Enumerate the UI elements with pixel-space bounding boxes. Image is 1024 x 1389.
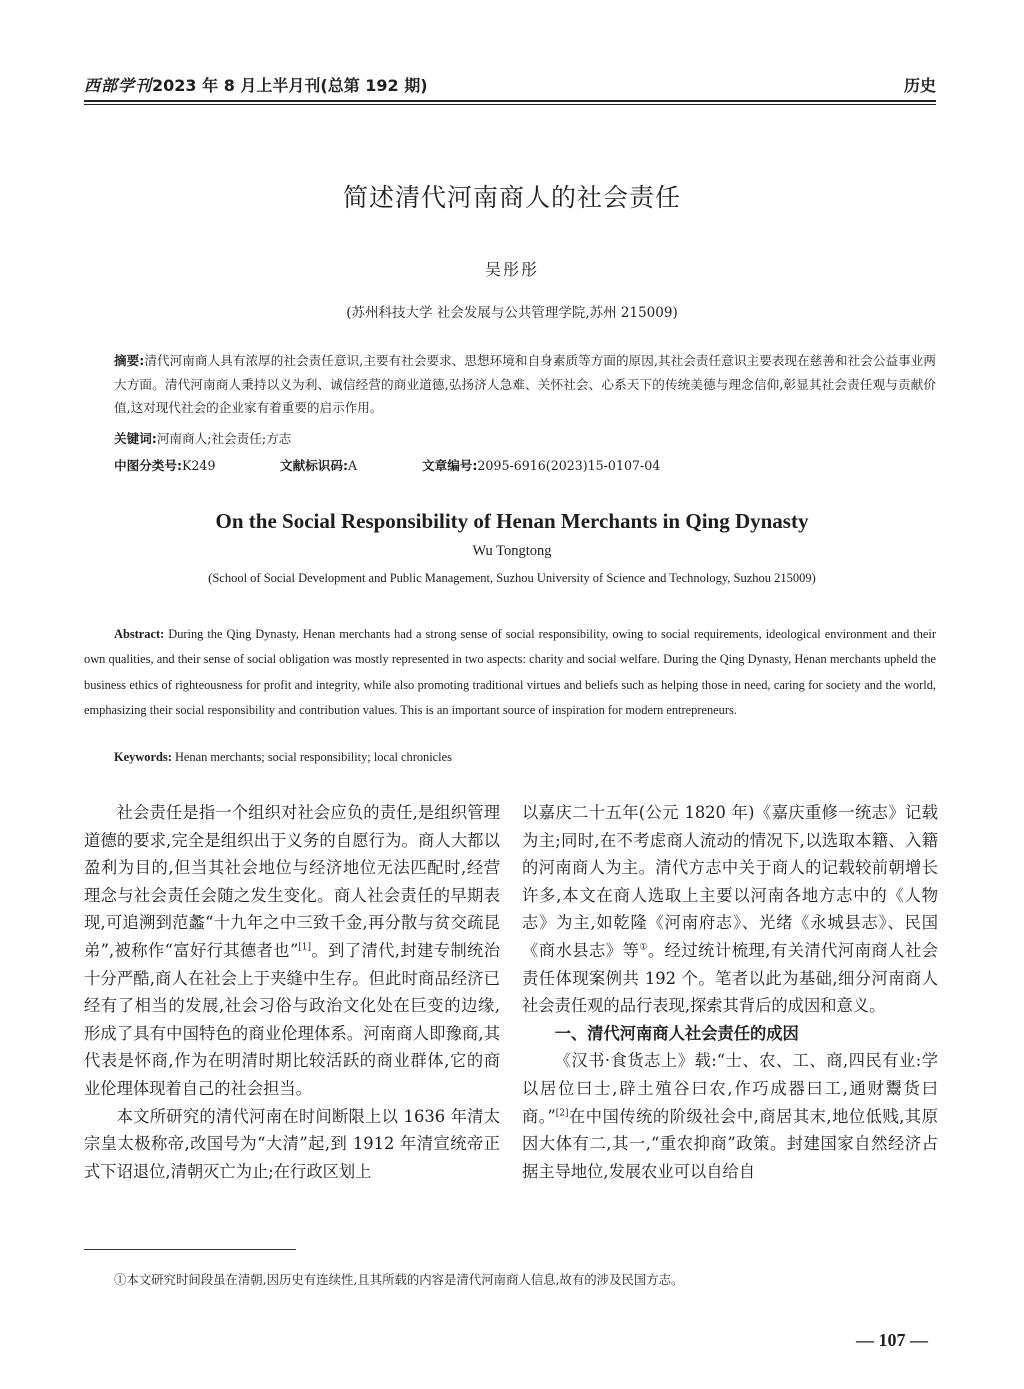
p2-end-text: 。经过统计梳理,有关清代河南商人社会责任体现案例共 192 个。笔者以此为基础,细分河南商人社会责任观的品行表现,探索其背后的成因和意义。 — [522, 940, 938, 1016]
footnote-marker: ① — [639, 942, 648, 953]
p2-cont-text: 以嘉庆二十五年(公元 1820 年)《嘉庆重修一统志》记载为主;同时,在不考虑商人流动的情况下,以选取本籍、入籍的河南商人为主。清代方志中关于商人的记载较前朝增长许多,本文在商人选取上主要以河南各地方志中的《人物志》为主,如乾隆《河南府志》、光绪《永城县志》、民国《商水县志》等 — [522, 803, 938, 960]
citation-ref: [1] — [298, 942, 312, 953]
keywords-cn — [114, 428, 291, 447]
affiliation-en: (School of Social Development and Public Management, Suzhou University of Science and Technology, Suzhou 215009) — [208, 571, 816, 585]
article-number — [422, 455, 660, 474]
keywords-en — [114, 750, 452, 765]
p1-text-end: 。到了清代,封建专制统治十分严酷,商人在社会上于夹缝中生存。但此时商品经济已经有了相当的发展,社会习俗与政治文化处在巨变的边缘,形成了具有中国特色的商业伦理体系。河南商人即豫商,其代表是怀商,作为在明清时期比较活跃的商业群体,它的商业伦理体现着自己的社会担当。 — [84, 940, 500, 1098]
section-label: 历史 — [903, 75, 936, 95]
footnote-rule — [84, 1249, 296, 1250]
journal-logo: 西部学刊 — [84, 75, 153, 95]
citation-ref: [2] — [555, 1108, 569, 1119]
abstract-en-label: Abstract: — [114, 627, 165, 641]
abstract-cn — [114, 349, 936, 420]
paper-title-en: On the Social Responsibility of Henan Merchants in Qing Dynasty — [215, 509, 809, 533]
body-paragraph-2-cont — [522, 799, 938, 1020]
clc-number — [114, 455, 215, 474]
body-paragraph-2 — [84, 1103, 500, 1186]
clc-value: K249 — [182, 458, 216, 473]
affiliation: (苏州科技大学 社会发展与公共管理学院,苏州 215009) — [346, 305, 678, 321]
keywords-en-text: Henan merchants; social responsibility; local chronicles — [174, 750, 452, 764]
body-column-right — [522, 799, 938, 1185]
body-paragraph-1 — [84, 799, 500, 1103]
body-paragraph-3 — [522, 1047, 938, 1185]
abstract-en-text: During the Qing Dynasty, Henan merchants had a strong sense of social responsibility, owing to social requirements, ideological environment and their own qualities, and their sense of social obligation was mostly represented in two aspects: charity and social welfare. During the Qing Dynasty, Henan merchants upheld the business ethics of righteousness for profit and integrity, while also promoting traditional virtues and beliefs such as helping those in need, caring for society and the world, emphasizing their social responsibility and contribution values. This is an important source of inspiration for modern entrepreneurs. — [84, 627, 936, 718]
running-header — [84, 72, 936, 96]
keywords-en-label: Keywords: — [114, 750, 172, 764]
body-column-left — [84, 799, 500, 1185]
header-left — [84, 73, 428, 96]
page-number: — 107 — — [856, 1330, 928, 1350]
abstract-cn-text: 清代河南商人具有浓厚的社会责任意识,主要有社会要求、思想环境和自身素质等方面的原因,其社会责任意识主要表现在慈善和社会公益事业两大方面。清代河南商人秉持以义为利、诚信经营的商业道德,弘扬济人急难、关怀社会、心系天下的传统美德与理念信仰,彰显其社会责任观与贡献价值,这对现代社会的企业家有着重要的启示作用。 — [114, 353, 936, 415]
header-rule-thin — [84, 104, 936, 105]
author-en: Wu Tongtong — [472, 543, 552, 559]
doc-value: A — [348, 458, 358, 473]
keywords-cn-label: 关键词: — [114, 431, 157, 446]
p3-text: 《汉书·食货志上》载:“士、农、工、商,四民有业:学以居位曰士,辟土殖谷曰农,作巧成器曰工,通财鬻货曰商。” — [522, 1051, 938, 1126]
p3-text-end: 在中国传统的阶级社会中,商居其末,地位低贱,其原因大体有二,其一,“重农抑商”政策。封建国家自然经济占据主导地位,发展农业可以自给自 — [522, 1106, 938, 1181]
clc-label: 中图分类号: — [114, 458, 183, 473]
abstract-cn-label: 摘要: — [114, 353, 145, 368]
keywords-cn-text: 河南商人;社会责任;方志 — [156, 431, 292, 446]
footnote: ①本文研究时间段虽在清朝,因历史有连续性,且其所载的内容是清代河南商人信息,故有的涉及民国方志。 — [114, 1272, 684, 1287]
doc-code — [280, 455, 357, 474]
header-rule — [84, 100, 936, 102]
p1-text: 社会责任是指一个组织对社会应负的责任,是组织管理道德的要求,完全是组织出于义务的自愿行为。商人大都以盈利为目的,但当其社会地位与经济地位无法匹配时,经营理念与社会责任会随之发生变化。商人社会责任的早期表现,可追溯到范蠡“十九年之中三致千金,再分散与贫交疏昆弟”,被称作“富好行其德者也” — [84, 803, 500, 960]
issue-info: 2023 年 8 月上半月刊(总第 192 期) — [152, 75, 428, 95]
author: 吴彤彤 — [484, 260, 539, 279]
section-heading-1: 一、清代河南商人社会责任的成因 — [554, 1023, 799, 1043]
abstract-en — [84, 622, 936, 724]
paper-title: 简述清代河南商人的社会责任 — [342, 183, 681, 212]
doc-label: 文献标识码: — [280, 458, 349, 473]
article-value: 2095-6916(2023)15-0107-04 — [477, 458, 661, 473]
p2-text: 本文所研究的清代河南在时间断限上以 1636 年清太宗皇太极称帝,改国号为“大清”起,到 1912 年清宣统帝正式下诏退位,清朝灭亡为止;在行政区划上 — [84, 1106, 500, 1181]
article-label: 文章编号: — [422, 458, 478, 473]
